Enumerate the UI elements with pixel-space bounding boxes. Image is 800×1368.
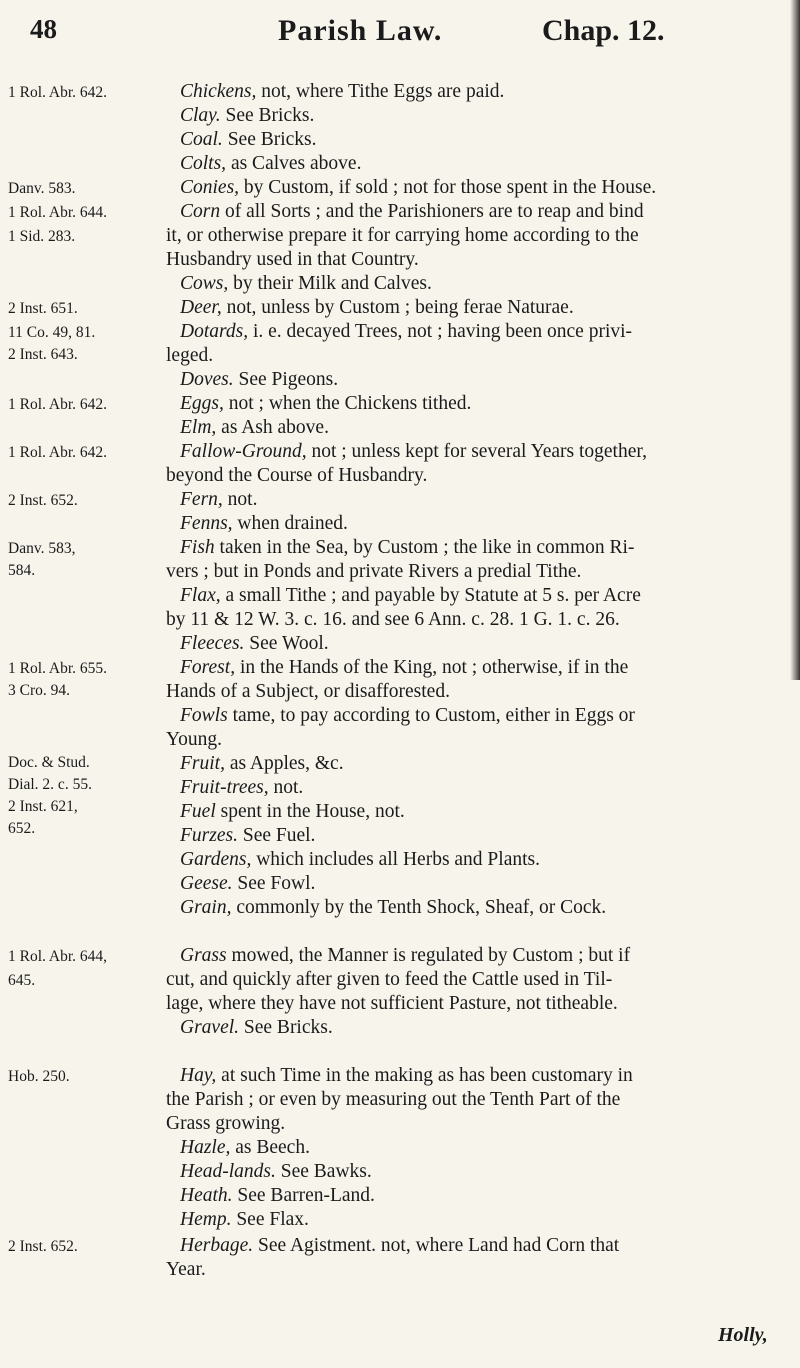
- text-line: Hemp. See Flax.: [180, 1209, 309, 1230]
- margin-note: 2 Inst. 651.: [8, 300, 78, 317]
- text-line: Husbandry used in that Country.: [166, 249, 419, 270]
- text-line: Furzes. See Fuel.: [180, 825, 316, 846]
- page-header: [30, 14, 786, 64]
- margin-note: 11 Co. 49, 81.: [8, 324, 96, 341]
- margin-note: 1 Rol. Abr. 655.: [8, 660, 108, 677]
- margin-note: 1 Rol. Abr. 642.: [8, 444, 108, 461]
- text-line: Fleeces. See Wool.: [180, 633, 329, 654]
- text-line: Cows, by their Milk and Calves.: [180, 273, 432, 294]
- margin-note: 2 Inst. 652.: [8, 492, 78, 509]
- text-line: Forest, in the Hands of the King, not ; otherwise, if in the: [180, 657, 629, 678]
- text-line: Grass mowed, the Manner is regulated by Custom ; but if: [180, 945, 631, 966]
- text-line: Colts, as Calves above.: [180, 153, 362, 174]
- margin-note: 1 Rol. Abr. 644.: [8, 204, 108, 221]
- chapter-label: Chap. 12.: [542, 14, 665, 47]
- text-line: beyond the Course of Husbandry.: [166, 465, 428, 486]
- text-line: Elm, as Ash above.: [180, 417, 329, 438]
- text-line: Herbage. See Agistment. not, where Land had Corn that: [180, 1235, 620, 1256]
- text-line: Fenns, when drained.: [180, 513, 348, 534]
- margin-note: Dial. 2. c. 55.: [8, 776, 92, 793]
- text-line: Chickens, not, where Tithe Eggs are paid.: [180, 81, 505, 102]
- text-line: Year.: [166, 1259, 206, 1280]
- text-line: Grain, commonly by the Tenth Shock, Sheaf, or Cock.: [180, 897, 607, 918]
- text-line: Hands of a Subject, or disafforested.: [166, 681, 450, 702]
- margin-note: 1 Rol. Abr. 644,: [8, 948, 108, 965]
- text-line: Eggs, not ; when the Chickens tithed.: [180, 393, 472, 414]
- text-line: Fern, not.: [180, 489, 258, 510]
- text-line: cut, and quickly after given to feed the Cattle used in Til-: [166, 969, 613, 990]
- text-line: leged.: [166, 345, 214, 366]
- page-number: 48: [30, 14, 57, 44]
- text-line: Fish taken in the Sea, by Custom ; the like in common Ri-: [180, 537, 635, 558]
- margin-note: 584.: [8, 562, 36, 579]
- margin-note: 1 Rol. Abr. 642.: [8, 396, 108, 413]
- catchword: Holly,: [718, 1324, 768, 1346]
- margin-note: 1 Rol. Abr. 642.: [8, 84, 108, 101]
- text-line: Fuel spent in the House, not.: [180, 801, 405, 822]
- text-line: Young.: [166, 729, 223, 750]
- text-line: Fallow-Ground, not ; unless kept for several Years together,: [180, 441, 647, 462]
- margin-note: 1 Sid. 283.: [8, 228, 76, 245]
- margin-note: Danv. 583.: [8, 180, 76, 197]
- running-title: Parish Law.: [278, 14, 443, 47]
- text-line: Fruit-trees, not.: [180, 777, 304, 798]
- text-line: Gravel. See Bricks.: [180, 1017, 333, 1038]
- text-line: Fowls tame, to pay according to Custom, either in Eggs or: [180, 705, 635, 726]
- text-line: Geese. See Fowl.: [180, 873, 316, 894]
- text-line: Dotards, i. e. decayed Trees, not ; having been once privi-: [180, 321, 633, 342]
- text-line: Corn of all Sorts ; and the Parishioners are to reap and bind: [180, 201, 644, 222]
- margin-note: 2 Inst. 643.: [8, 346, 78, 363]
- text-line: lage, where they have not sufficient Pasture, not titheable.: [166, 993, 618, 1014]
- text-line: Flax, a small Tithe ; and payable by Statute at 5 s. per Acre: [180, 585, 641, 606]
- text-line: Grass growing.: [166, 1113, 286, 1134]
- margin-note: Hob. 250.: [8, 1068, 70, 1085]
- page-gutter-shadow: [790, 0, 800, 680]
- text-line: Head-lands. See Bawks.: [180, 1161, 372, 1182]
- text-line: the Parish ; or even by measuring out the Tenth Part of the: [166, 1089, 621, 1110]
- margin-note: 2 Inst. 621,: [8, 798, 78, 815]
- text-line: Heath. See Barren-Land.: [180, 1185, 375, 1206]
- text-line: Clay. See Bricks.: [180, 105, 315, 126]
- text-line: Deer, not, unless by Custom ; being ferae Naturae.: [180, 297, 574, 318]
- text-line: by 11 & 12 W. 3. c. 16. and see 6 Ann. c. 28. 1 G. 1. c. 26.: [166, 609, 620, 630]
- text-line: it, or otherwise prepare it for carrying home according to the: [166, 225, 639, 246]
- text-line: vers ; but in Ponds and private Rivers a predial Tithe.: [166, 561, 582, 582]
- margin-note: 2 Inst. 652.: [8, 1238, 78, 1255]
- margin-note: 652.: [8, 820, 36, 837]
- margin-note: 3 Cro. 94.: [8, 682, 70, 699]
- margin-note: Danv. 583,: [8, 540, 76, 557]
- margin-note: Doc. & Stud.: [8, 754, 90, 771]
- margin-note: 645.: [8, 972, 36, 989]
- text-line: Doves. See Pigeons.: [180, 369, 339, 390]
- text-line: Coal. See Bricks.: [180, 129, 317, 150]
- text-line: Fruit, as Apples, &c.: [180, 753, 344, 774]
- text-line: Conies, by Custom, if sold ; not for those spent in the House.: [180, 177, 657, 198]
- text-line: Hazle, as Beech.: [180, 1137, 310, 1158]
- text-line: Gardens, which includes all Herbs and Plants.: [180, 849, 540, 870]
- text-line: Hay, at such Time in the making as has been customary in: [180, 1065, 633, 1086]
